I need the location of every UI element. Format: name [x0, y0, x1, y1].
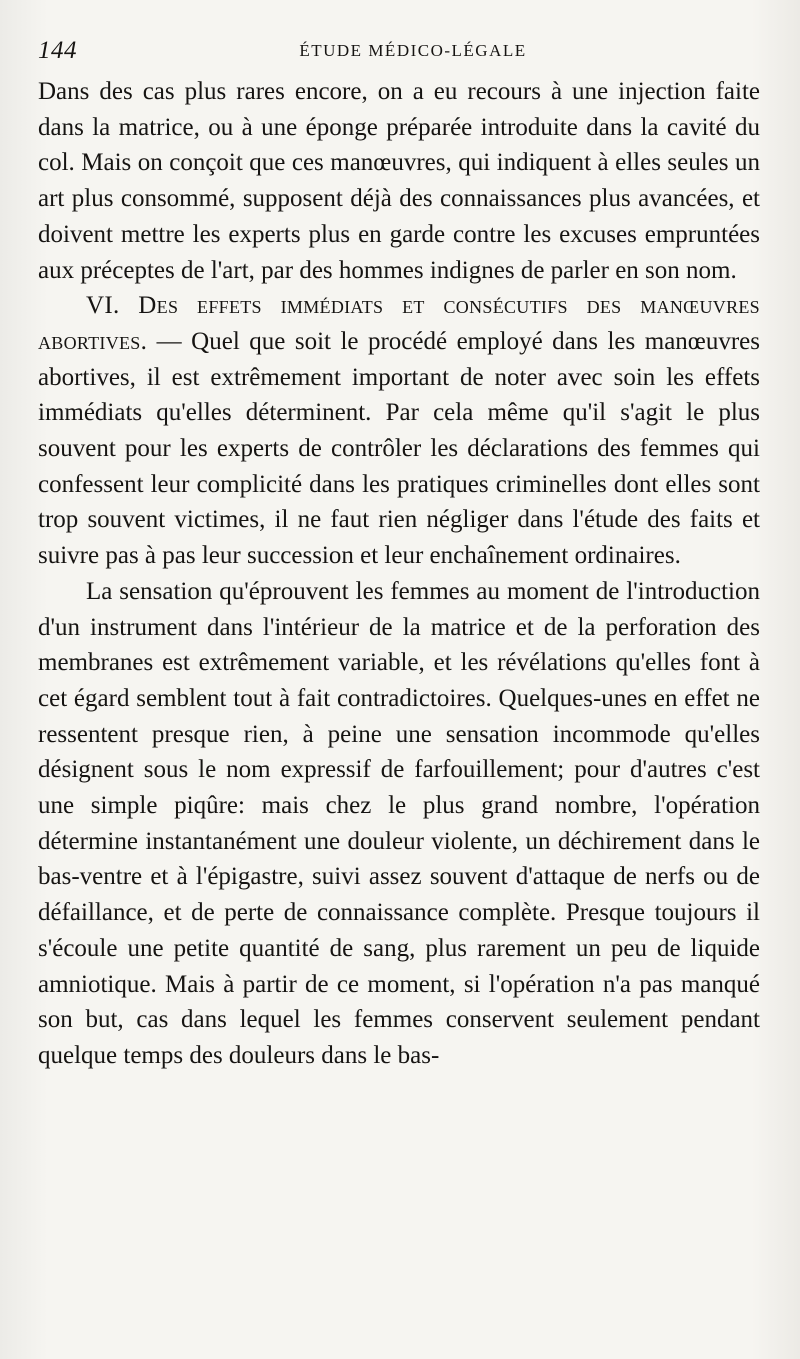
section-body: — Quel que soit le procédé employé dans les manœuvres abortives, il est extrêmement important de noter avec soin les effets immédiats qu'elles déterminent. Par cela même qu'il s'agit le plus souvent pour les experts de contrôler les déclarations des femmes qui confessent leur complicité dans les pratiques criminelles dont elles sont trop souvent victimes, il ne faut rien négliger dans l'étude des faits et suivre pas à pas leur succession et leur enchaînement ordinaires. — [38, 327, 760, 570]
running-head: ÉTUDE MÉDICO-LÉGALE — [299, 41, 527, 60]
page-number: 144 — [38, 37, 77, 64]
paragraph-sensation: La sensation qu'éprouvent les femmes au moment de l'introduction d'un instrument dans l'intérieur de la matrice et de la perforation des membranes est extrêmement variable, et les révélations qu'elles font à cet égard semblent tout à fait contradictoires. Quelques-unes en effet ne ressentent presque rien, à peine une sensation incommode qu'elles désignent sous le nom expressif de farfouillement; pour d'autres c'est une simple piqûre: mais chez le plus grand nombre, l'opération détermine instantanément une douleur violente, un déchirement dans le bas-ventre et à l'épigastre, suivi assez souvent d'attaque de nerfs ou de défaillance, et de perte de connaissance complète. Presque toujours il s'écoule une petite quantité de sang, plus rarement un peu de liquide amniotique. Mais à partir de ce moment, si l'opération n'a pas manqué son but, cas dans lequel les femmes conservent seulement pendant quelque temps des douleurs dans le bas- — [38, 577, 760, 1069]
paragraph-section-vi — [38, 288, 760, 574]
paragraph-continuation: Dans des cas plus rares encore, on a eu recours à une injection faite dans la matrice, ou à une éponge préparée introduite dans la cavité du col. Mais on conçoit que ces manœuvres, qui indiquent à elles seules un art plus consommé, supposent déjà des connaissances plus avancées, et doivent mettre les experts plus en garde contre les excuses empruntées aux préceptes de l'art, par des hommes indignes de parler en son nom. — [38, 78, 760, 284]
page-header — [38, 34, 760, 68]
section-heading: VI. Des effets immédiats et consécutifs des manœuvres abortives. — [38, 292, 760, 355]
body-text — [38, 74, 760, 1074]
